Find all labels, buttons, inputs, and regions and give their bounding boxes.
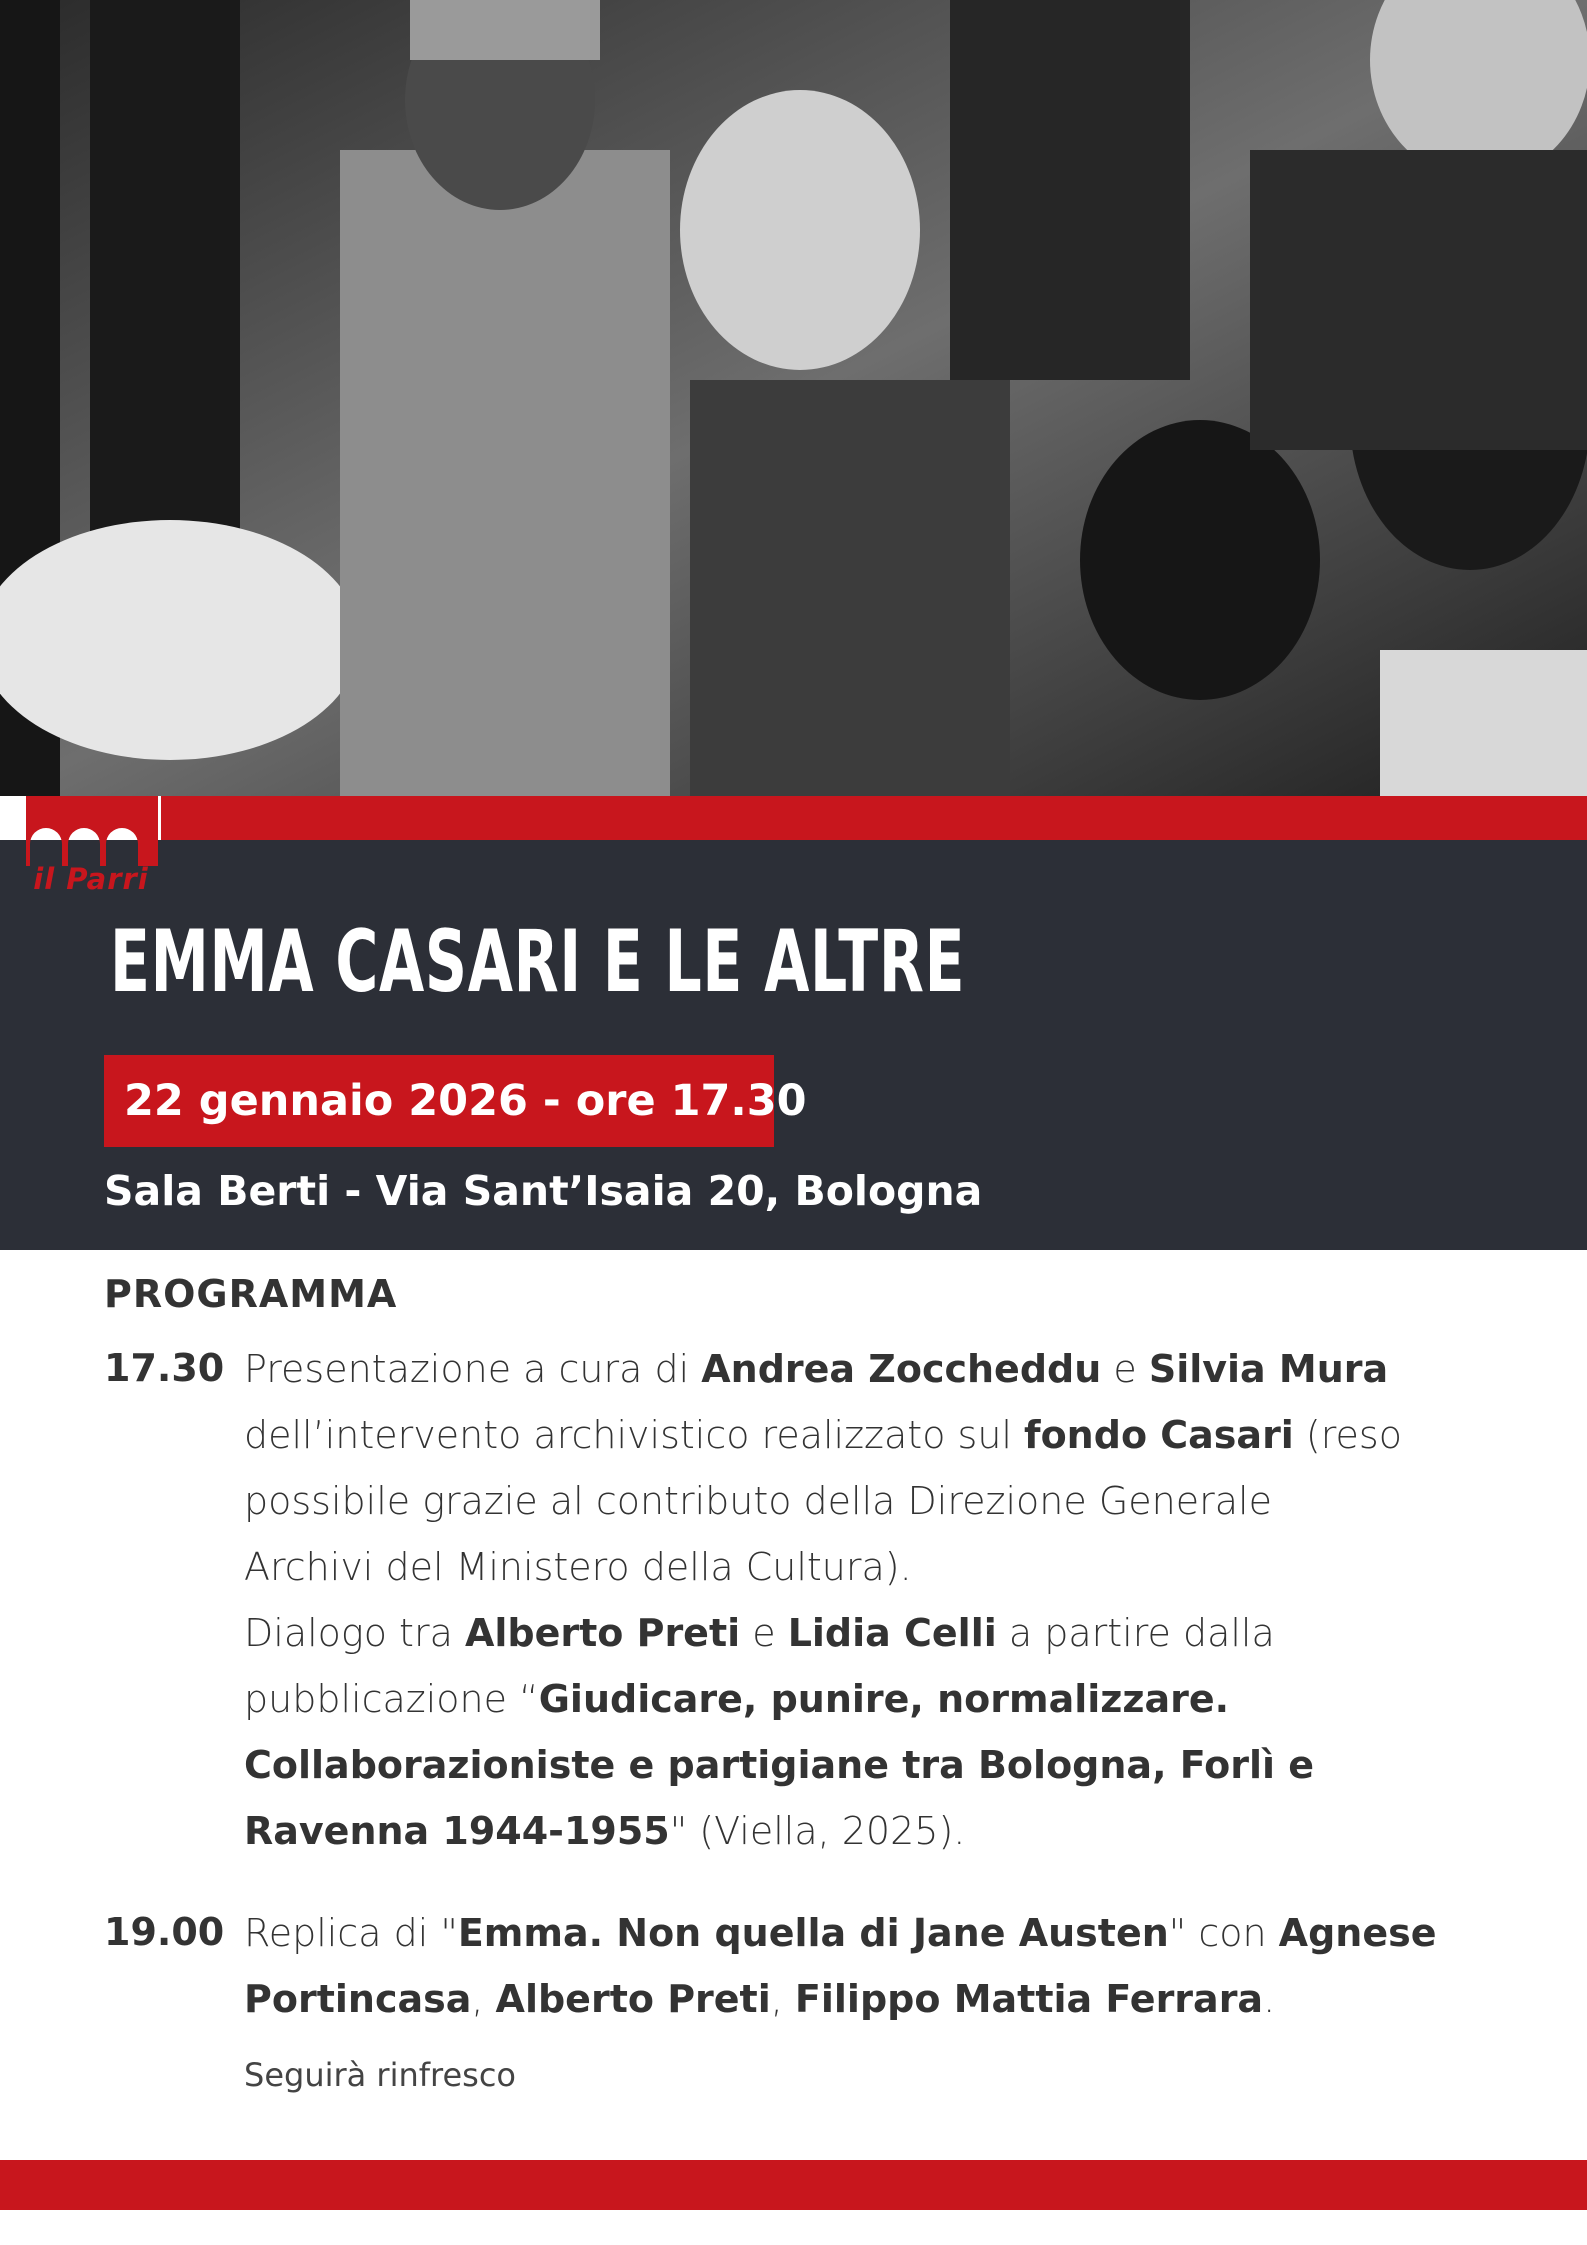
program-highlight: Alberto Preti	[495, 1977, 771, 2021]
program-text: (reso	[1293, 1413, 1402, 1457]
event-venue: Sala Berti - Via Sant’Isaia 20, Bologna	[104, 1167, 983, 1215]
program-line	[244, 1732, 1464, 1798]
program-text: Dialogo tra	[244, 1611, 465, 1655]
bottom-accent-strip	[0, 2160, 1587, 2210]
program-highlight: Filippo Mattia Ferrara	[794, 1977, 1264, 2021]
program-highlight: Portincasa	[244, 1977, 472, 2021]
logo-text: il Parri	[33, 862, 149, 896]
date-badge	[104, 1055, 807, 1147]
program-text: a partire dalla	[996, 1611, 1275, 1655]
program-text: e	[740, 1611, 788, 1655]
program-time: 17.30	[104, 1346, 225, 1390]
program-highlight: Lidia Celli	[787, 1611, 997, 1655]
program-text: Replica di "	[244, 1911, 458, 1955]
program-line	[244, 1900, 1464, 1966]
event-date: 22 gennaio 2026 - ore 17.30	[124, 1076, 807, 1126]
program-highlight: Collaborazioniste e partigiane tra Bologna, Forlì e	[244, 1743, 1315, 1787]
program-highlight: fondo Casari	[1024, 1413, 1294, 1457]
program-line	[244, 1468, 1464, 1534]
program-text: " (Viella, 2025).	[669, 1809, 966, 1853]
program-text: e	[1101, 1347, 1149, 1391]
program-text: possibile grazie al contributo della Direzione Generale	[244, 1479, 1272, 1523]
program-line	[244, 1966, 1464, 2032]
program-text: Presentazione a cura di	[244, 1347, 702, 1391]
program-text: dell’intervento archivistico realizzato sul	[244, 1413, 1025, 1457]
program-line	[244, 1600, 1464, 1666]
program-highlight: Alberto Preti	[464, 1611, 741, 1655]
program-time: 19.00	[104, 1910, 225, 1954]
program-text: Archivi del Ministero della Cultura).	[244, 1545, 912, 1589]
program-highlight: Giudicare, punire, normalizzare.	[538, 1677, 1230, 1721]
program-description	[244, 1900, 1464, 2032]
event-title: EMMA CASARI E LE ALTRE	[110, 912, 966, 1012]
program-highlight: Silvia Mura	[1148, 1347, 1389, 1391]
program-text: " con	[1168, 1911, 1279, 1955]
program-line	[244, 1402, 1464, 1468]
program-text: pubblicazione “	[244, 1677, 539, 1721]
program-highlight: Andrea Zoccheddu	[701, 1347, 1102, 1391]
program-line	[244, 1666, 1464, 1732]
header-photo	[0, 0, 1587, 796]
program-line	[244, 1798, 1464, 1864]
program-text: ,	[471, 1977, 496, 2021]
program-line	[244, 1534, 1464, 1600]
accent-strip	[161, 796, 1587, 840]
program-highlight: Emma. Non quella di Jane Austen	[457, 1911, 1169, 1955]
program-line	[244, 1336, 1464, 1402]
program-description	[244, 1336, 1464, 1864]
program-text: .	[1263, 1977, 1276, 2021]
program-highlight: Ravenna 1944-1955	[244, 1809, 670, 1853]
program-note: Seguirà rinfresco	[244, 2056, 516, 2094]
program-highlight: Agnese	[1278, 1911, 1437, 1955]
program-text: ,	[770, 1977, 795, 2021]
program-heading: PROGRAMMA	[104, 1272, 398, 1316]
